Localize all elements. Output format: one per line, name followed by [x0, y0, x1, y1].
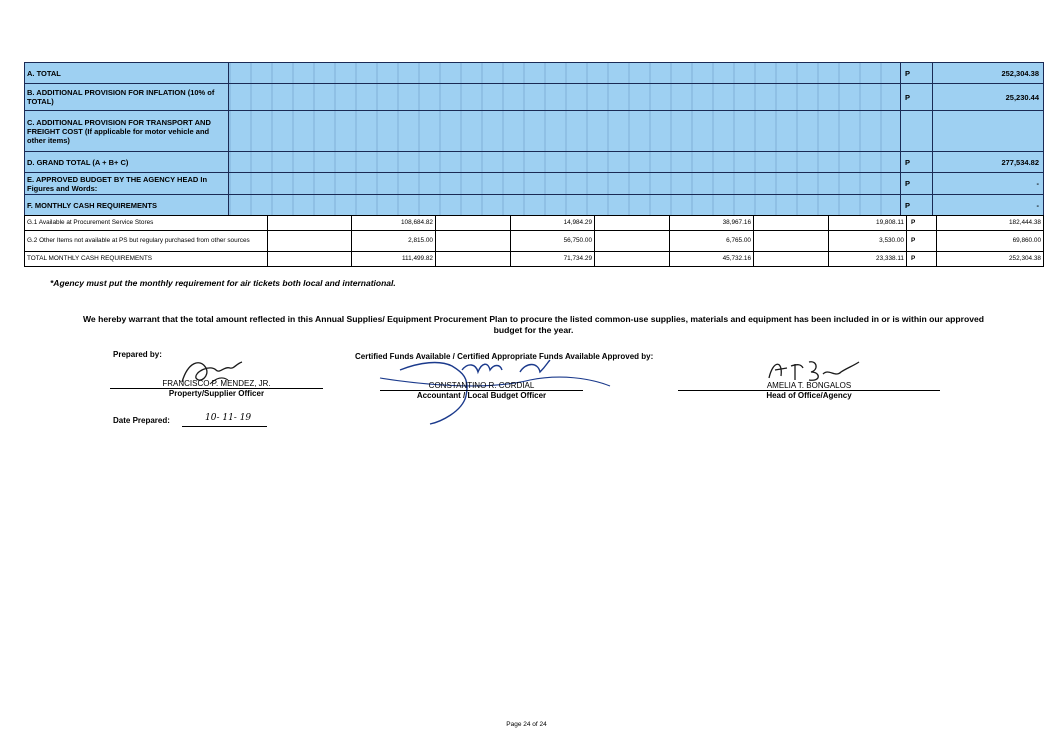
quarter-3-value: 45,732.16 [670, 252, 754, 267]
summary-row-total [25, 63, 1044, 84]
summary-amount [933, 111, 1044, 152]
summary-label: F. MONTHLY CASH REQUIREMENTS [25, 195, 229, 216]
quarter-2-value: 71,734.29 [511, 252, 595, 267]
summary-row-approved-budget [25, 173, 1044, 195]
summary-row-inflation [25, 84, 1044, 111]
warrant-line: We hereby warrant that the total amount reflected in this Annual Supplies/ Equipment Procurement Plan to procure the listed common-use supplies, materials and equipment has been included in or is within our approved [82, 314, 985, 324]
table-row [25, 216, 1044, 231]
row-total: 182,444.38 [937, 216, 1044, 231]
cash-requirements-table [24, 215, 1044, 267]
table-row [25, 252, 1044, 267]
quarter-2-value: 14,984.29 [511, 216, 595, 231]
row-label: G.2 Other Items not available at PS but regulary purchased from other sources [25, 231, 268, 252]
head-name: AMELIA T. BONGALOS [766, 381, 852, 390]
peso-sign: P [907, 231, 937, 252]
row-total: 252,304.38 [937, 252, 1044, 267]
peso-sign: P [901, 152, 933, 173]
quarter-1-value: 111,499.82 [352, 252, 436, 267]
quarter-1-value: 2,815.00 [352, 231, 436, 252]
date-prepared-label: Date Prepared: [113, 416, 170, 425]
summary-row-grand-total [25, 152, 1044, 173]
peso-sign: P [901, 195, 933, 216]
certified-title: Accountant / Local Budget Officer [416, 391, 547, 400]
prepared-name: FRANCISCO P. MENDEZ, JR. [162, 379, 271, 388]
summary-amount: 252,304.38 [933, 63, 1044, 84]
row-total: 69,860.00 [937, 231, 1044, 252]
prepared-by-label: Prepared by: [113, 350, 162, 359]
peso-sign [901, 111, 933, 152]
quarter-4-value: 3,530.00 [829, 231, 907, 252]
head-title: Head of Office/Agency [766, 391, 852, 400]
warrant-statement [24, 314, 1043, 336]
certified-name: CONSTANTINO R. CORDIAL [428, 381, 535, 390]
summary-label: E. APPROVED BUDGET BY THE AGENCY HEAD In Figures and Words: [25, 173, 229, 195]
quarter-3-value: 38,967.16 [670, 216, 754, 231]
summary-amount: 277,534.82 [933, 152, 1044, 173]
warrant-line: budget for the year. [493, 325, 574, 335]
peso-sign: P [901, 173, 933, 195]
summary-amount: - [933, 195, 1044, 216]
prepared-title: Property/Supplier Officer [168, 389, 265, 398]
quarter-4-value: 23,338.11 [829, 252, 907, 267]
table-row [25, 231, 1044, 252]
summary-label: D. GRAND TOTAL (A + B+ C) [25, 152, 229, 173]
peso-sign: P [901, 63, 933, 84]
quarter-3-value: 6,765.00 [670, 231, 754, 252]
peso-sign: P [907, 216, 937, 231]
peso-sign: P [901, 84, 933, 111]
summary-label: B. ADDITIONAL PROVISION FOR INFLATION (10% of TOTAL) [25, 84, 229, 111]
quarter-2-value: 56,750.00 [511, 231, 595, 252]
date-prepared-value: 10- 11- 19 [205, 413, 252, 423]
page-number: Page 24 of 24 [506, 721, 547, 728]
row-label: TOTAL MONTHLY CASH REQUIREMENTS [25, 252, 268, 267]
summary-row-monthly-cash [25, 195, 1044, 216]
summary-label: A. TOTAL [25, 63, 229, 84]
quarter-1-value: 108,684.82 [352, 216, 436, 231]
summary-amount: 25,230.44 [933, 84, 1044, 111]
air-ticket-note: *Agency must put the monthly requirement for air tickets both local and international. [50, 278, 396, 288]
certified-funds-label: Certified Funds Available / Certified Appropriate Funds Available Approved by: [355, 352, 654, 361]
quarter-4-value: 19,808.11 [829, 216, 907, 231]
summary-table [24, 62, 1044, 216]
summary-label: C. ADDITIONAL PROVISION FOR TRANSPORT AND FREIGHT COST (If applicable for motor vehicle and other items) [25, 111, 229, 152]
summary-row-transport [25, 111, 1044, 152]
peso-sign: P [907, 252, 937, 267]
row-label: G.1 Available at Procurement Service Stores [25, 216, 268, 231]
summary-amount: - [933, 173, 1044, 195]
